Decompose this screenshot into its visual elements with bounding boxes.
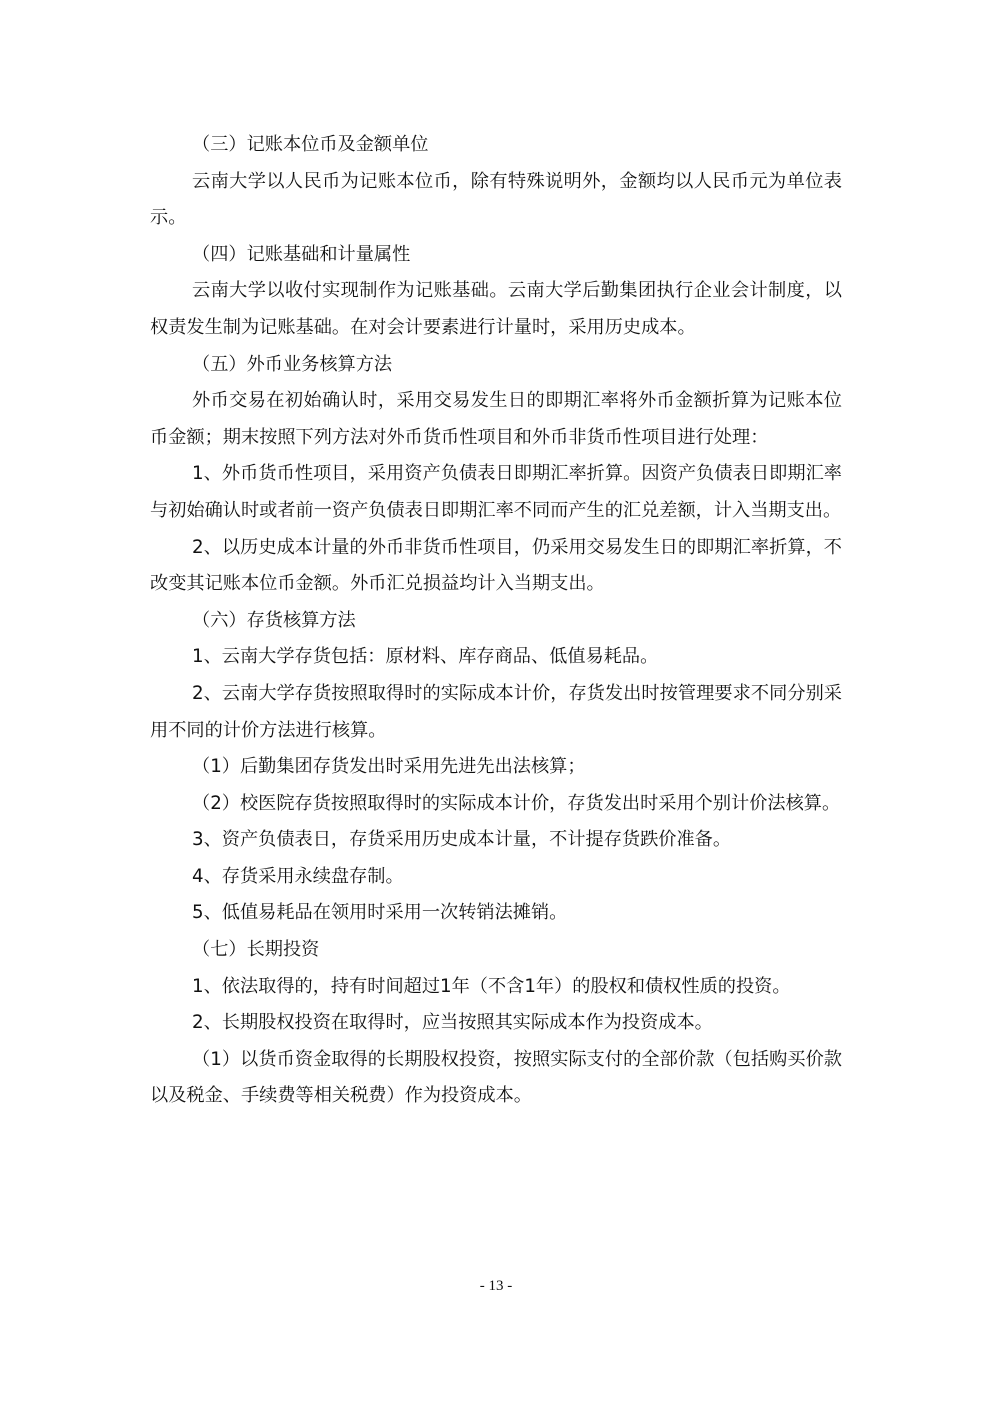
list-item: 1、外币货币性项目，采用资产负债表日即期汇率折算。因资产负债表日即期汇率与初始确认时或者前一资产负债表日即期汇率不同而产生的汇兑差额，计入当期支出。 [150,463,842,521]
list-item: 1、依法取得的，持有时间超过1年（不含1年）的股权和债权性质的投资。 [192,975,791,997]
list-item: 3、资产负债表日，存货采用历史成本计量，不计提存货跌价准备。 [192,829,732,851]
section-heading-inventory: （六）存货核算方法 [192,609,356,631]
sub-list-item: （1）以货币资金取得的长期股权投资，按照实际支付的全部价款（包括购买价款以及税金、手续费等相关税费）作为投资成本。 [150,1048,842,1107]
list-item: 4、存货采用永续盘存制。 [192,865,404,887]
body-paragraph: 云南大学以人民币为记账本位币，除有特殊说明外，金额均以人民币元为单位表示。 [150,170,842,229]
page-number: - 13 - [479,1278,513,1294]
section-heading-foreign-currency: （五）外币业务核算方法 [192,353,393,375]
list-item: 2、以历史成本计量的外币非货币性项目，仍采用交易发生日的即期汇率折算，不改变其记账本位币金额。外币汇兑损益均计入当期支出。 [150,536,842,595]
sub-list-item: （1）后勤集团存货发出时采用先进先出法核算； [192,756,586,778]
section-heading-long-term-investment: （七）长期投资 [192,939,320,961]
section-heading-accounting-basis: （四）记账基础和计量属性 [192,243,411,265]
list-item: 1、云南大学存货包括：原材料、库存商品、低值易耗品。 [192,646,659,668]
list-item: 2、长期股权投资在取得时，应当按照其实际成本作为投资成本。 [192,1012,713,1034]
sub-list-item: （2）校医院存货按照取得时的实际成本计价，存货发出时采用个别计价法核算。 [192,792,841,814]
body-paragraph: 外币交易在初始确认时，采用交易发生日的即期汇率将外币金额折算为记账本位币金额；期末按照下列方法对外币货币性项目和外币非货币性项目进行处理： [150,390,842,448]
document-body [150,127,842,1115]
list-item: 2、云南大学存货按照取得时的实际成本计价，存货发出时按管理要求不同分别采用不同的计价方法进行核算。 [150,682,842,741]
list-item: 5、低值易耗品在领用时采用一次转销法摊销。 [192,902,568,924]
body-paragraph: 云南大学以收付实现制作为记账基础。云南大学后勤集团执行企业会计制度，以权责发生制为记账基础。在对会计要素进行计量时，采用历史成本。 [150,280,842,338]
section-heading-accounting-currency: （三）记账本位币及金额单位 [192,134,429,155]
